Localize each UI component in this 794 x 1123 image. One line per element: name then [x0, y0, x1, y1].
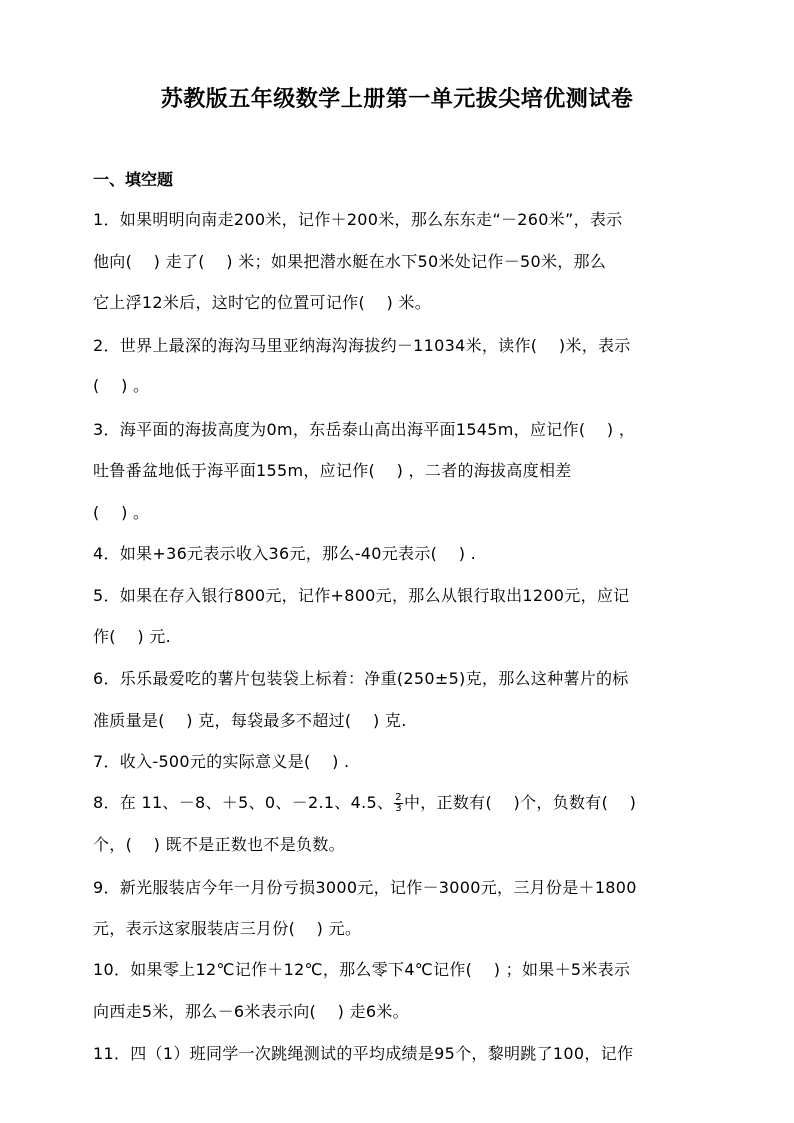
- fraction-denominator: 3: [395, 803, 402, 814]
- fraction: [394, 793, 403, 814]
- fraction-numerator: 2: [395, 792, 402, 803]
- question-line: 个，( ) 既不是正数也不是负数。: [93, 835, 345, 854]
- question-line: 吐鲁番盆地低于海平面155m，应记作( ) ，二者的海拔高度相差: [93, 461, 572, 480]
- question-line: 2．世界上最深的海沟马里亚纳海沟海拔约－11034米，读作( )米，表示: [93, 336, 631, 355]
- question-line: 9．新光服装店今年一月份亏损3000元，记作－3000元，三月份是＋1800: [93, 878, 637, 897]
- question-line-with-fraction: [93, 791, 636, 815]
- question-line: 4．如果+36元表示收入36元，那么-40元表示( ) .: [93, 544, 477, 563]
- question-line: 11．四（1）班同学一次跳绳测试的平均成绩是95个，黎明跳了100，记作: [93, 1044, 634, 1063]
- question-line: 6．乐乐最爱吃的薯片包装袋上标着：净重(250±5)克，那么这种薯片的标: [93, 669, 629, 688]
- question-line: 3．海平面的海拔高度为0m，东岳泰山高出海平面1545m，应记作( ) ，: [93, 420, 636, 439]
- question-text: 8．在 11、－8、＋5、0、－2.1、4.5、: [93, 793, 394, 812]
- question-line: 作( ) 元.: [93, 627, 171, 646]
- question-line: 元，表示这家服装店三月份( ) 元。: [93, 919, 362, 938]
- question-text: 中，正数有( )个，负数有( ): [403, 793, 637, 812]
- question-line: 它上浮12米后，这时它的位置可记作( ) 米。: [93, 293, 432, 312]
- page-title: 苏教版五年级数学上册第一单元拔尖培优测试卷: [160, 86, 634, 112]
- section-heading: 一、填空题: [93, 170, 174, 189]
- question-line: 10．如果零上12℃记作＋12℃，那么零下4℃记作( ) ；如果＋5米表示: [93, 960, 631, 979]
- question-line: 向西走5米，那么－6米表示向( ) 走6米。: [93, 1002, 409, 1021]
- question-line: ( ) 。: [93, 503, 150, 522]
- question-line: 1．如果明明向南走200米，记作＋200米，那么东东走“－260米”，表示: [93, 210, 623, 229]
- question-line: ( ) 。: [93, 376, 150, 395]
- question-line: 准质量是( ) 克，每袋最多不超过( ) 克.: [93, 711, 407, 730]
- question-line: 5．如果在存入银行800元，记作+800元，那么从银行取出1200元，应记: [93, 586, 630, 605]
- question-line: 他向( ) 走了( ) 米；如果把潜水艇在水下50米处记作－50米，那么: [93, 252, 607, 271]
- question-line: 7．收入-500元的实际意义是( ) .: [93, 752, 350, 771]
